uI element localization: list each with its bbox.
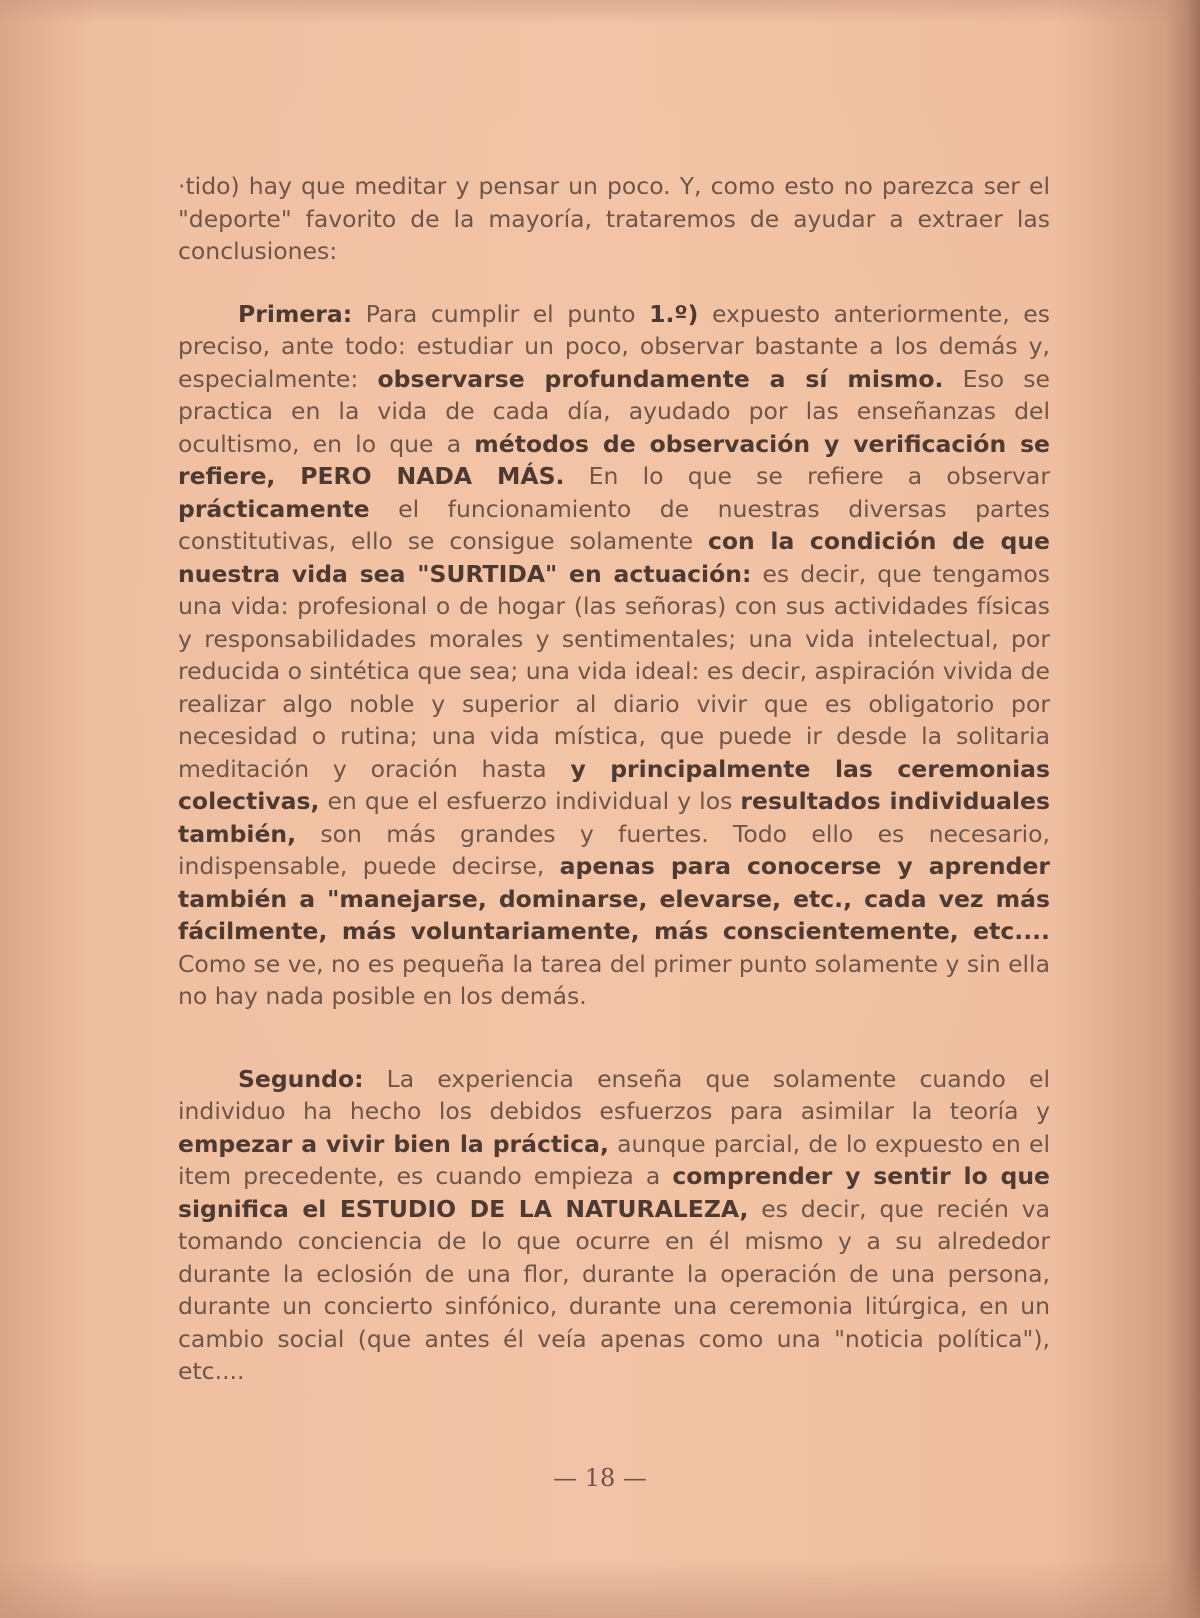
segundo-text-3: es decir, que recién va tomando conciencia de lo que ocurre en él mismo y a su alrededor durante la eclosión de una flor, durante la operación de una persona, durante un concierto sinfónico, durante una ceremonia litúrgica, en un cambio social (que antes él veía apenas como una "noticia política"), etc.... <box>178 1194 1050 1385</box>
page-number: — 18 — <box>553 1464 647 1492</box>
primera-emphasis-2: métodos de observación y verificación se refiere, PERO NADA MÁS. <box>178 429 1050 490</box>
segundo-emphasis-1: empezar a vivir bien la práctica, <box>178 1129 609 1158</box>
paragraph-primera <box>178 298 1050 1013</box>
primera-emphasis-6: resultados individuales también, <box>178 787 1050 848</box>
primera-text-8: son más grandes y fuertes. Todo ello es necesario, indispensable, puede decirse, <box>178 819 1050 880</box>
page-bottom-shadow <box>0 1558 1200 1618</box>
primera-emphasis-1: observarse profundamente a sí mismo. <box>377 364 944 393</box>
primera-text-3: Eso se practica en la vida de cada día, ayudado por las enseñanzas del ocultismo, en lo que a <box>178 364 1050 458</box>
primera-text-4: En lo que se refiere a observar <box>564 462 1050 490</box>
paragraph-continuation <box>178 170 1050 268</box>
paragraph-1-text: ·tido) hay que meditar y pensar un poco. Y, como esto no parezca ser el "deporte" favorito de la mayoría, trataremos de ayudar a extraer las conclusiones: <box>178 172 1050 265</box>
body-text <box>178 170 1050 1416</box>
page-right-edge <box>1166 0 1200 1618</box>
segundo-heading: Segundo: <box>238 1064 364 1093</box>
page-top-shadow <box>0 0 1200 24</box>
primera-emphasis-7: apenas para conocerse y aprender también a "manejarse, dominarse, elevarse, etc., cada vez más fácilmente, más voluntariamente, más conscientemente, etc.... <box>178 852 1050 945</box>
primera-text-6: es decir, que tengamos una vida: profesional o de hogar (las señoras) con sus actividades físicas y responsabilidades morales y sentimentales; una vida intelectual, por reducida o sintética que sea; una vida ideal: es decir, aspiración vivida de realizar algo noble y superior al diario vivir que es obligatorio por necesidad o rutina; una vida mística, que puede ir desde la solitaria meditación y oración hasta <box>178 559 1050 783</box>
primera-emphasis-4: con la condición de que nuestra vida sea "SURTIDA" en actuación: <box>178 527 1050 588</box>
segundo-emphasis-2: comprender y sentir lo que significa el ESTUDIO DE LA NATURALEZA, <box>178 1162 1050 1223</box>
primera-emphasis-5: y principalmente las ceremonias colectivas, <box>178 754 1050 815</box>
primera-text-2: expuesto anteriormente, es preciso, ante todo: estudiar un poco, observar bastante a los demás y, especialmente: <box>178 299 1050 393</box>
primera-text-9: Como se ve, no es pequeña la tarea del primer punto solamente y sin ella no hay nada posible en los demás. <box>178 949 1050 1010</box>
segundo-text-2: aunque parcial, de lo expuesto en el item precedente, es cuando empieza a <box>178 1129 1050 1190</box>
primera-text-1: Para cumplir el punto <box>352 299 650 328</box>
primera-emphasis-3: prácticamente <box>178 494 370 523</box>
segundo-text-1: La experiencia enseña que solamente cuando el individuo ha hecho los debidos esfuerzos para asimilar la teoría y <box>178 1064 1050 1125</box>
primera-text-7: en que el esfuerzo individual y los <box>319 787 741 815</box>
paragraph-segundo <box>178 1063 1050 1388</box>
primera-point-ref: 1.º) <box>649 299 699 328</box>
primera-text-5: el funcionamiento de nuestras diversas partes constitutivas, ello se consigue solamente <box>178 494 1050 555</box>
primera-heading: Primera: <box>238 299 353 328</box>
